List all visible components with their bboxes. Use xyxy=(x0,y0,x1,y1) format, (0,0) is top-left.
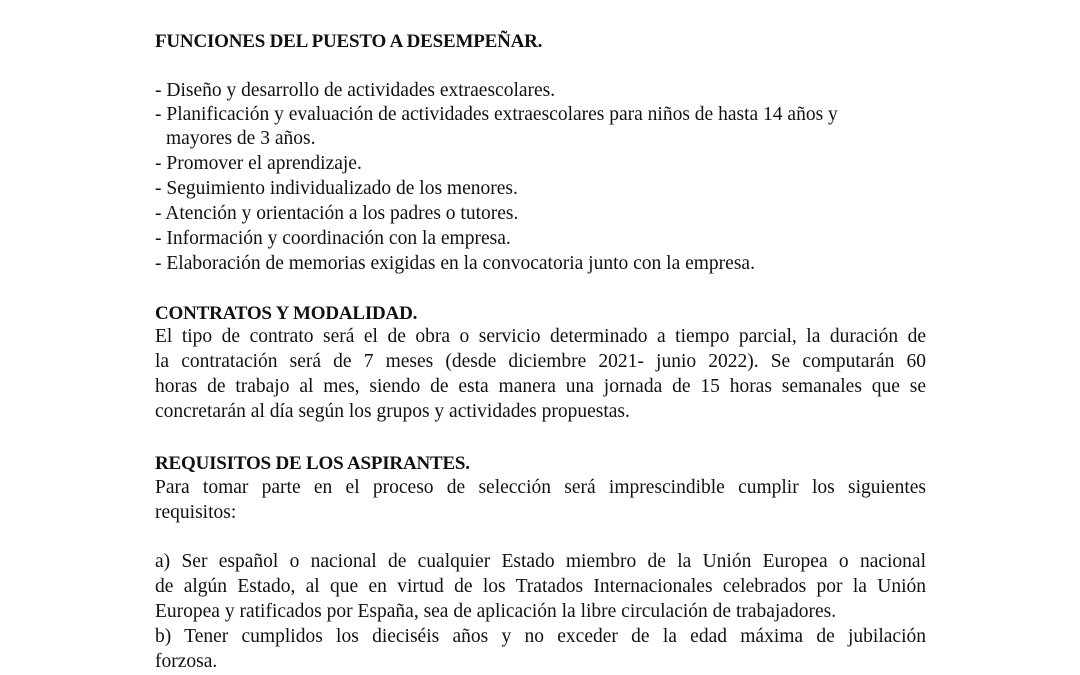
requirement-line: a) Ser español o nacional de cualquier Estado miembro de la Unión Europea o nacional xyxy=(155,551,926,572)
list-item-continuation: mayores de 3 años. xyxy=(166,128,316,149)
requirement-line: b) Tener cumplidos los dieciséis años y no exceder de la edad máxima de jubilación xyxy=(155,626,926,647)
list-item: - Atención y orientación a los padres o tutores. xyxy=(155,203,519,224)
paragraph-line: Para tomar parte en el proceso de selección será imprescindible cumplir los siguientes xyxy=(155,477,926,498)
list-item: - Información y coordinación con la empresa. xyxy=(155,228,511,249)
paragraph-line: El tipo de contrato será el de obra o servicio determinado a tiempo parcial, la duración de xyxy=(155,326,926,347)
requirement-line: Europea y ratificados por España, sea de aplicación la libre circulación de trabajadores. xyxy=(155,601,837,622)
paragraph-line: requisitos: xyxy=(155,502,237,523)
list-item: - Planificación y evaluación de actividades extraescolares para niños de hasta 14 años y xyxy=(155,104,838,125)
list-item: - Seguimiento individualizado de los menores. xyxy=(155,178,518,199)
section-heading-funciones: FUNCIONES DEL PUESTO A DESEMPEÑAR. xyxy=(155,31,543,52)
requirement-line: de algún Estado, al que en virtud de los Tratados Internacionales celebrados por la Unión xyxy=(155,576,926,597)
paragraph-line: horas de trabajo al mes, siendo de esta manera una jornada de 15 horas semanales que se xyxy=(155,376,926,397)
section-heading-contratos: CONTRATOS Y MODALIDAD. xyxy=(155,303,418,324)
paragraph-line: concretarán al día según los grupos y actividades propuestas. xyxy=(155,401,630,422)
section-heading-requisitos: REQUISITOS DE LOS ASPIRANTES. xyxy=(155,453,470,474)
list-item: - Promover el aprendizaje. xyxy=(155,153,362,174)
list-item: - Diseño y desarrollo de actividades extraescolares. xyxy=(155,80,556,101)
requirement-line: forzosa. xyxy=(155,651,218,672)
list-item: - Elaboración de memorias exigidas en la convocatoria junto con la empresa. xyxy=(155,253,755,274)
paragraph-line: la contratación será de 7 meses (desde diciembre 2021- junio 2022). Se computarán 60 xyxy=(155,351,926,372)
